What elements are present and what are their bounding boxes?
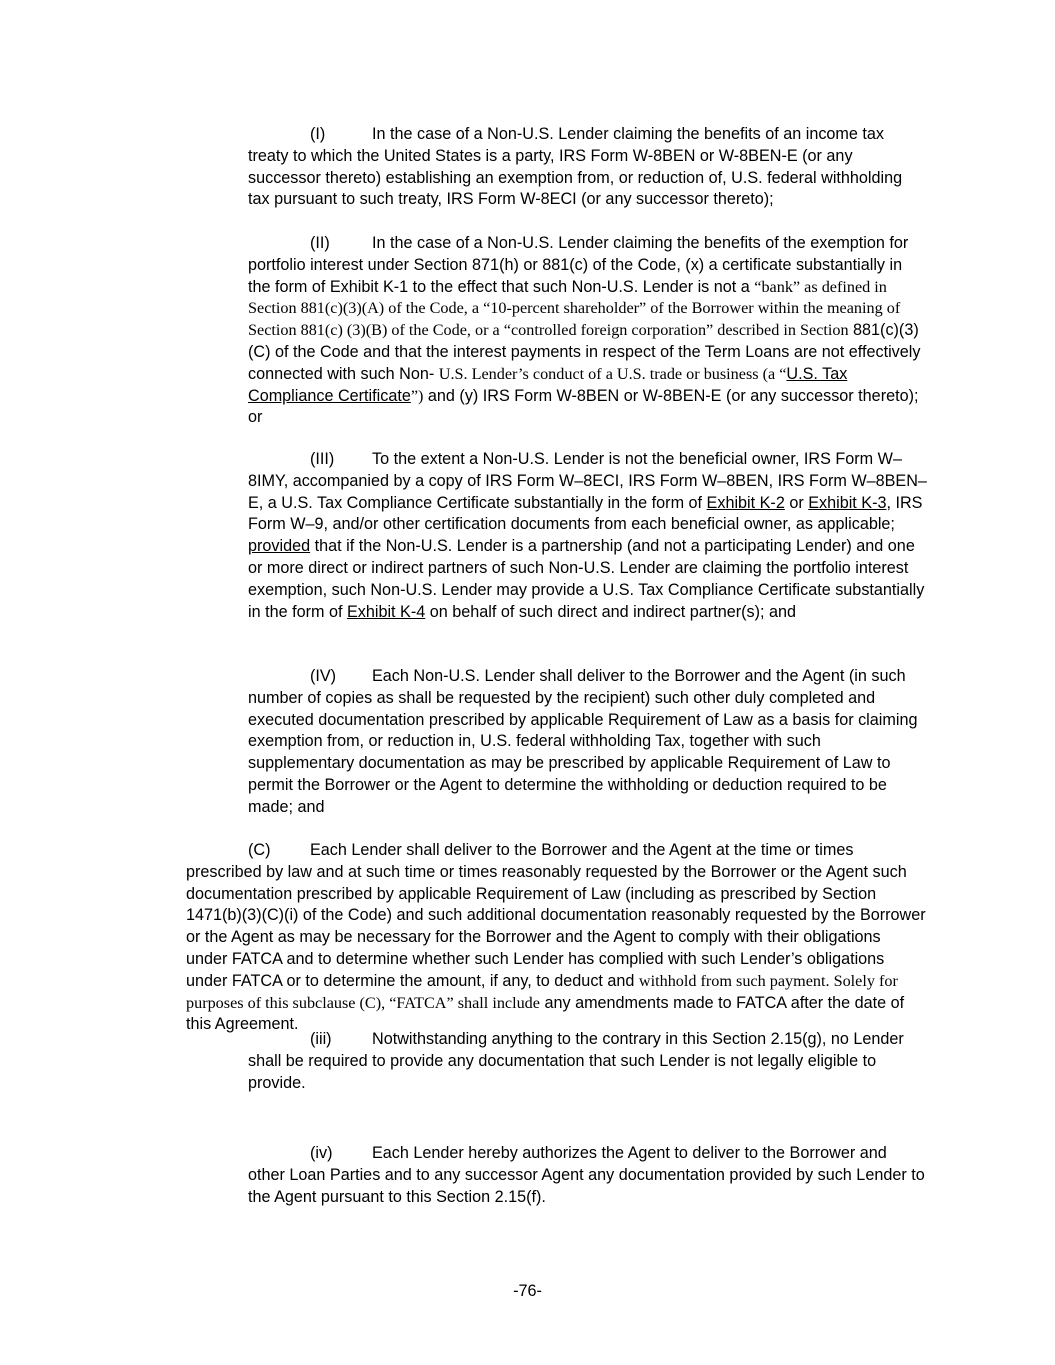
paragraph-text: U.S. Lender’s conduct of a U.S. trade or business (a “ [438, 364, 787, 383]
paragraph-marker: (IV) [310, 667, 337, 685]
paragraph-II [248, 233, 928, 429]
paragraph-text: In the case of a Non-U.S. Lender claiming the benefits of the exemption for portfolio interest under Section 871(h) or 881(c) of the Code, (x) a certificate substantially in the form of Exhibit K-1 to the effect that such Non-U.S. Lender is not a [248, 234, 909, 296]
paragraph-III [248, 449, 928, 623]
exhibit-reference: Exhibit K-2 [706, 493, 785, 512]
paragraph-iii [248, 1029, 928, 1094]
exhibit-reference: Exhibit K-4 [346, 602, 426, 621]
paragraph-text: and (y) IRS Form W-8BEN or W-8BEN-E (or any successor thereto); or [248, 386, 919, 427]
defined-term: provided [248, 537, 311, 556]
paragraph-I [248, 124, 928, 211]
paragraph-text: Each Lender hereby authorizes the Agent to deliver to the Borrower and other Loan Parties and to any successor Agent any documentation provided by such Lender to the Agent pursuant to this Section 2.15(f). [248, 1144, 925, 1206]
paragraph-IV [248, 666, 928, 819]
exhibit-reference: Exhibit K-3 [808, 493, 887, 512]
paragraph-text: , IRS Form W–9, and/or other certification documents from each beneficial owner, as applicable; [248, 493, 923, 534]
paragraph-text: In the case of a Non-U.S. Lender claiming the benefits of an income tax treaty to which the United States is a party, IRS Form W-8BEN or W-8BEN-E (or any successor thereto) establishing an exemption from, or reduction of, U.S. federal withholding tax pursuant to such treaty, IRS Form W-8ECI (or any successor thereto); [248, 125, 903, 209]
paragraph-text: on behalf of such direct and indirect partner(s); and [425, 602, 796, 621]
paragraph-text: To the extent a Non-U.S. Lender is not the beneficial owner, IRS Form W–8IMY, accompanied by a copy of IRS Form W–8ECI, IRS Form W–8BEN, IRS Form W–8BEN–E, a U.S. Tax Compliance Certificate substantially in the form of [248, 450, 927, 512]
paragraph-marker: (iii) [310, 1030, 332, 1048]
paragraph-text: “bank” as defined in Section 881(c)(3)(A) of the Code, a “10-percent shareholder” of the Borrower within the meaning of Section 881(c) (3)(B) of the Code, or a “controlled foreign corporation” described in Section [248, 277, 901, 340]
paragraph-text: Each Lender shall deliver to the Borrower and the Agent at the time or times prescribed by law and at such time or times reasonably requested by the Borrower or the Agent such documentation prescribed by applicable Requirement of Law (including as prescribed by Section 1471(b)(3)(C)(i) of the Code) and such additional documentation reasonably requested by the Borrower or the Agent as may be necessary for the Borrower and the Agent to comply with their obligations under FATCA and to determine whether such Lender has complied with such Lender’s obligations under FATCA or to determine the amount, if any, to deduct and [186, 841, 926, 990]
paragraph-marker: (I) [310, 125, 326, 143]
paragraph-text: Notwithstanding anything to the contrary in this Section 2.15(g), no Lender shall be required to provide any documentation that such Lender is not legally eligible to provide. [248, 1030, 904, 1092]
paragraph-text: withhold from such payment. Solely for purposes of this subclause (C), “FATCA” shall include [186, 971, 898, 1012]
paragraph-text: ”) [410, 386, 424, 405]
paragraph-text: any amendments made to FATCA after the date of this Agreement. [186, 993, 905, 1034]
paragraph-text: Each Non-U.S. Lender shall deliver to the Borrower and the Agent (in such number of copies as shall be requested by the recipient) such other duly completed and executed documentation prescribed by applicable Requirement of Law as a basis for claiming exemption from, or reduction in, U.S. federal withholding Tax, together with such supplementary documentation as may be prescribed by applicable Requirement of Law to permit the Borrower or the Agent to determine the withholding or deduction required to be made; and [248, 667, 918, 816]
paragraph-marker: (II) [310, 234, 330, 252]
paragraph-marker: (III) [310, 450, 335, 468]
paragraph-text: that if the Non-U.S. Lender is a partnership (and not a participating Lender) and one or more direct or indirect partners of such Non-U.S. Lender are claiming the portfolio interest exemption, such Non-U.S. Lender may provide a U.S. Tax Compliance Certificate substantially in the form of [248, 537, 925, 621]
paragraph-marker: (C) [248, 841, 271, 859]
defined-term: U.S. Tax Compliance Certificate [248, 364, 848, 405]
paragraph-text: or [784, 493, 809, 512]
paragraph-marker: (iv) [310, 1144, 333, 1162]
page-number: -76- [513, 1282, 542, 1300]
paragraph-iv [248, 1143, 928, 1208]
paragraph-text: 881(c)(3)(C) of the Code and that the interest payments in respect of the Term Loans are not effectively connected with such Non- [248, 321, 921, 383]
paragraph-C [186, 840, 926, 1036]
